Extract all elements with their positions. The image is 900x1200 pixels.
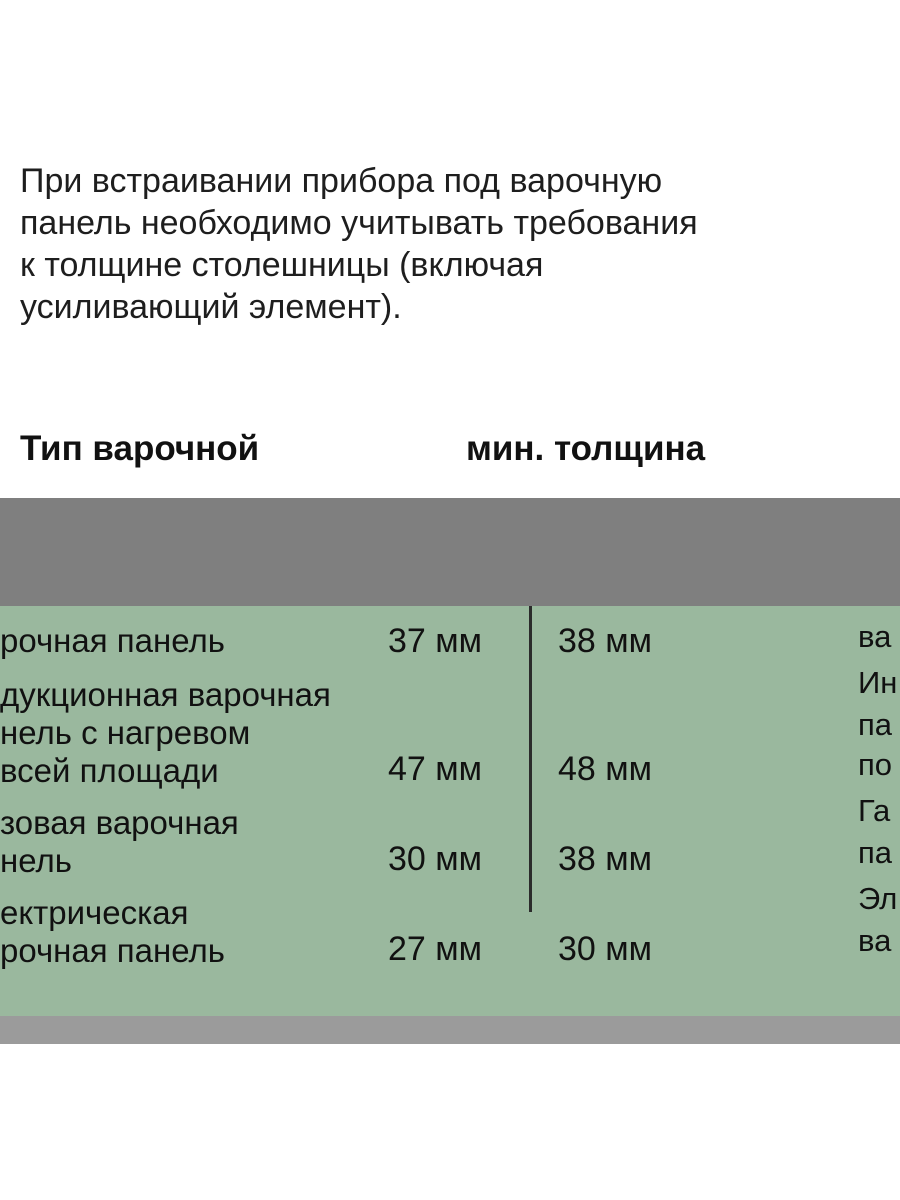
row-value-2: 38 мм xyxy=(558,622,653,660)
row-type-line: ектрическая xyxy=(0,894,189,931)
intro-line: усиливающий элемент). xyxy=(20,288,402,326)
row-type-line: дукционная варочная xyxy=(0,676,331,713)
intro-line: При встраивании прибора под варочную xyxy=(20,162,663,200)
edge-fragment: ва xyxy=(858,923,892,958)
row-value-1: 37 мм xyxy=(388,622,483,660)
edge-fragment: Га xyxy=(858,793,891,828)
edge-fragment: па xyxy=(858,835,893,870)
row-type-line: всей площади xyxy=(0,752,219,789)
row-type-line: зовая варочная xyxy=(0,804,239,841)
row-type-line: нель с нагревом xyxy=(0,714,251,751)
edge-fragment: Эл xyxy=(858,881,898,916)
row-type-line: рочная панель xyxy=(0,622,225,659)
row-value-2: 30 мм xyxy=(558,930,653,968)
edge-fragment: па xyxy=(858,707,893,742)
column-divider xyxy=(529,606,532,912)
intro-paragraph xyxy=(20,160,880,328)
row-value-1: 27 мм xyxy=(388,930,483,968)
header-min-thickness: мин. толщина xyxy=(466,429,706,468)
row-type-line: рочная панель xyxy=(0,932,225,969)
row-value-1: 47 мм xyxy=(388,750,483,788)
edge-fragment: Ин xyxy=(858,665,898,700)
edge-fragment: ва xyxy=(858,619,892,654)
edge-fragment: по xyxy=(858,747,893,782)
intro-line: к толщине столешницы (включая xyxy=(20,246,544,284)
row-type-line: нель xyxy=(0,842,72,879)
gray-bottom-strip xyxy=(0,1016,900,1044)
intro-line: панель необходимо учитывать требования xyxy=(20,204,698,242)
row-value-1: 30 мм xyxy=(388,840,483,878)
row-value-2: 48 мм xyxy=(558,750,653,788)
header-hob-type: Тип варочной xyxy=(20,429,260,468)
row-value-2: 38 мм xyxy=(558,840,653,878)
gray-overlay-band xyxy=(0,498,900,606)
